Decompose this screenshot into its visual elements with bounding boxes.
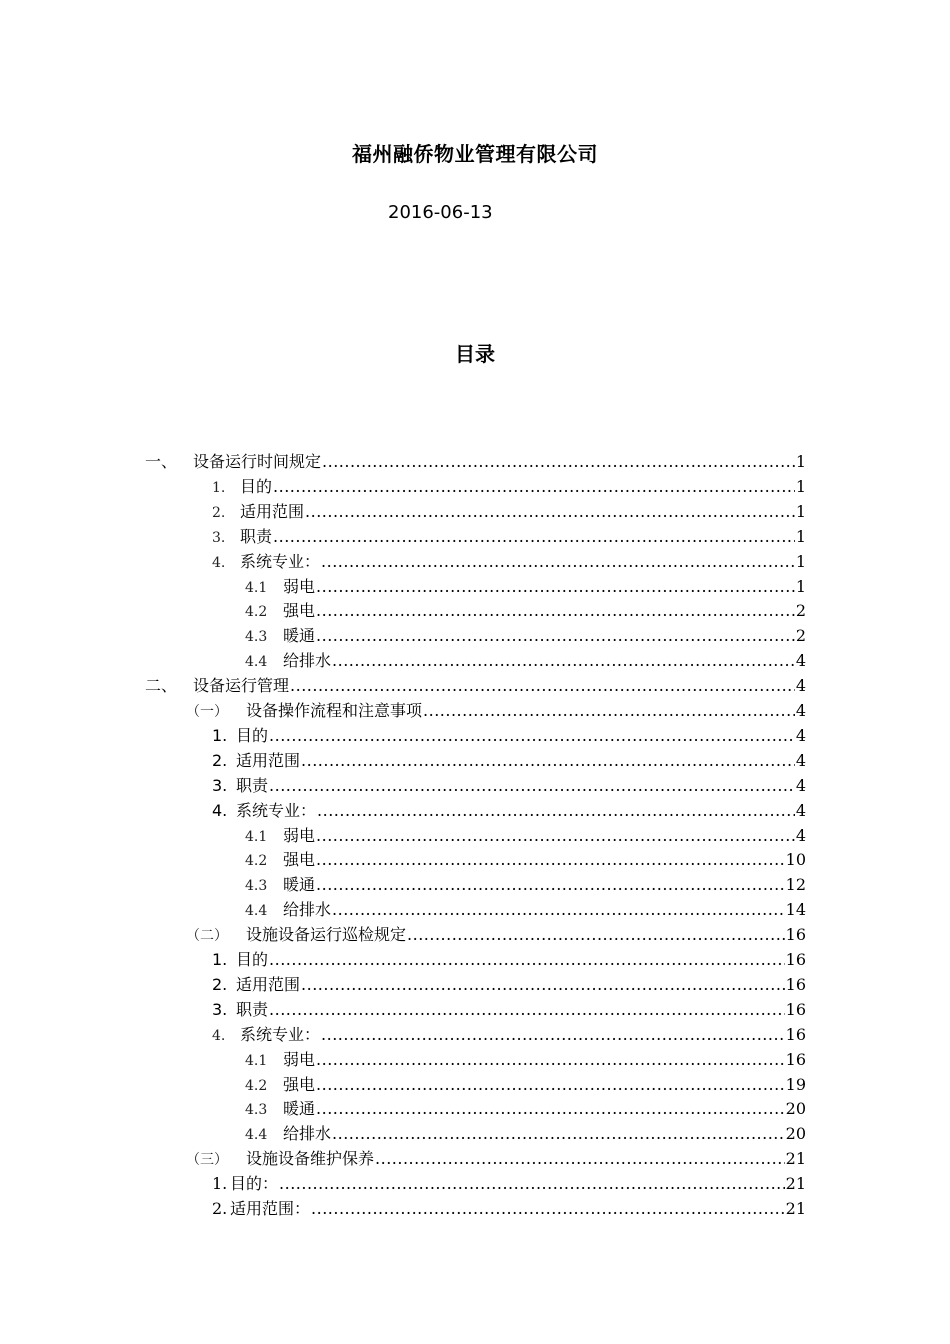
- toc-entry[interactable]: [212, 748, 806, 773]
- toc-dot-leader: [321, 549, 795, 574]
- toc-entry[interactable]: [186, 922, 806, 947]
- toc-entry-number: 4.3: [245, 629, 268, 646]
- toc-entry-title: 适用范围: [236, 974, 301, 994]
- toc-entry-title: 职责: [240, 526, 273, 546]
- toc-entry-title: 目的: [236, 950, 269, 969]
- toc-entry-title: 适用范围: [240, 501, 305, 521]
- toc-entry-title: 强电: [283, 850, 316, 870]
- toc-entry-page: 2: [795, 626, 806, 646]
- toc-entry-title: 弱电: [283, 576, 316, 596]
- toc-entry[interactable]: [212, 549, 806, 574]
- toc-dot-leader: [332, 1121, 785, 1146]
- toc-entry-number: 1.: [212, 1174, 228, 1194]
- toc-entry-number: 1.: [212, 950, 228, 969]
- toc-dot-leader: [316, 574, 795, 599]
- toc-entry-page: 4: [795, 725, 806, 745]
- toc-entry-title: 设备操作流程和注意事项: [246, 701, 423, 720]
- toc-entry-title: 适用范围: [236, 750, 301, 770]
- toc-entry-page: 1: [795, 526, 806, 546]
- toc-entry-page: 1: [795, 501, 806, 521]
- toc-entry-title: 适用范围：: [230, 1199, 311, 1218]
- toc-dot-leader: [279, 1171, 785, 1196]
- toc-entry-number: 3.: [212, 999, 228, 1019]
- toc-entry-title: 目的：: [230, 1174, 279, 1194]
- toc-entry-page: 1: [795, 576, 806, 596]
- toc-entry[interactable]: [212, 474, 806, 499]
- toc-entry-title: 暖通: [283, 1099, 316, 1119]
- toc-entry[interactable]: [212, 773, 806, 798]
- toc-entry-title: 职责: [236, 999, 269, 1019]
- toc-entry-number: 4.: [212, 800, 228, 820]
- toc-entry[interactable]: [212, 1022, 806, 1047]
- toc-entry-title: 系统专业：: [240, 1024, 321, 1044]
- toc-dot-leader: [332, 897, 785, 922]
- toc-entry-title: 目的: [240, 476, 273, 496]
- toc-dot-leader: [301, 748, 795, 773]
- toc-entry-title: 系统专业：: [236, 800, 317, 820]
- toc-entry-page: 12: [785, 875, 806, 895]
- toc-entry-page: 4: [795, 701, 806, 720]
- toc-heading: 目录: [455, 342, 495, 366]
- toc-dot-leader: [269, 723, 795, 748]
- toc-entry-number: 4.: [212, 1027, 226, 1044]
- toc-entry-title: 给排水: [283, 651, 332, 671]
- toc-dot-leader: [321, 1022, 785, 1047]
- toc-entry[interactable]: [245, 872, 806, 897]
- toc-entry-number: 3.: [212, 775, 228, 795]
- toc-dot-leader: [407, 922, 785, 947]
- toc-entry[interactable]: [245, 598, 806, 623]
- toc-dot-leader: [375, 1146, 785, 1171]
- toc-entry[interactable]: [212, 524, 806, 549]
- toc-dot-leader: [273, 524, 795, 549]
- toc-dot-leader: [311, 1196, 785, 1221]
- toc-dot-leader: [316, 598, 795, 623]
- toc-entry-title: 系统专业：: [240, 551, 321, 571]
- toc-dot-leader: [316, 1096, 785, 1121]
- toc-entry-page: 16: [785, 1024, 806, 1044]
- toc-entry-number: （二）: [186, 928, 228, 945]
- toc-entry-title: 给排水: [283, 900, 332, 920]
- toc-entry-page: 10: [785, 850, 806, 870]
- toc-entry-number: 1.: [212, 725, 228, 745]
- toc-entry-number: 2.: [212, 1199, 228, 1218]
- toc-entry-number: 4.: [212, 554, 226, 571]
- toc-dot-leader: [316, 1072, 785, 1097]
- toc-dot-leader: [269, 947, 785, 972]
- toc-entry-page: 21: [785, 1149, 806, 1169]
- toc-entry-page: 1: [795, 551, 806, 571]
- toc-entry[interactable]: [212, 798, 806, 823]
- toc-entry-page: 16: [785, 999, 806, 1019]
- toc-entry-title: 设备运行管理: [193, 676, 290, 696]
- toc-entry-number: 4.2: [245, 853, 268, 870]
- toc-entry[interactable]: [245, 897, 806, 922]
- toc-entry-page: 1: [795, 476, 806, 496]
- toc-entry-page: 2: [795, 601, 806, 621]
- toc-entry-page: 16: [785, 925, 806, 945]
- toc-entry[interactable]: [245, 847, 806, 872]
- toc-dot-leader: [322, 449, 795, 474]
- toc-entry-title: 暖通: [283, 626, 316, 646]
- toc-dot-leader: [332, 648, 795, 673]
- toc-entry[interactable]: [212, 947, 806, 972]
- toc-entry-title: 弱电: [283, 825, 316, 845]
- toc-entry-number: 4.4: [245, 903, 268, 920]
- toc-entry-page: 19: [785, 1074, 806, 1094]
- toc-entry-title: 暖通: [283, 875, 316, 895]
- toc-entry[interactable]: [245, 823, 806, 848]
- toc-entry-page: 4: [795, 825, 806, 845]
- toc-dot-leader: [316, 872, 785, 897]
- toc-entry[interactable]: [212, 972, 806, 997]
- toc-dot-leader: [269, 997, 785, 1022]
- toc-entry-number: 1.: [212, 479, 226, 496]
- toc-entry[interactable]: [245, 1121, 806, 1146]
- toc-entry-page: 20: [785, 1124, 806, 1144]
- toc-entry-number: 4.1: [245, 579, 268, 596]
- toc-entry-page: 14: [785, 900, 806, 920]
- toc-entry-number: 4.4: [245, 654, 268, 671]
- toc-entry-number: 4.3: [245, 878, 268, 895]
- toc-entry-title: 给排水: [283, 1124, 332, 1144]
- toc-entry-page: 4: [795, 676, 806, 696]
- toc-entry-number: 4.2: [245, 1077, 268, 1094]
- toc-entry-number: （一）: [186, 704, 228, 720]
- toc-entry-title: 职责: [236, 775, 269, 795]
- toc-entry-page: 16: [785, 950, 806, 969]
- toc-entry[interactable]: [245, 1096, 806, 1121]
- toc-entry-page: 16: [785, 1049, 806, 1069]
- toc-dot-leader: [305, 499, 795, 524]
- toc-entry-number: 4.1: [245, 1052, 268, 1069]
- toc-entry-title: 弱电: [283, 1049, 316, 1069]
- toc-dot-leader: [269, 773, 795, 798]
- document-date: 2016-06-13: [388, 202, 493, 223]
- toc-entry-title: 设施设备维护保养: [246, 1149, 375, 1169]
- toc-entry-number: 4.3: [245, 1102, 268, 1119]
- toc-dot-leader: [290, 673, 795, 698]
- toc-entry-page: 21: [785, 1199, 806, 1218]
- toc-entry-title: 强电: [283, 1074, 316, 1094]
- toc-entry[interactable]: [245, 1072, 806, 1097]
- toc-entry-page: 1: [795, 452, 806, 471]
- toc-entry-page: 21: [785, 1174, 806, 1194]
- toc-entry[interactable]: [245, 623, 806, 648]
- toc-dot-leader: [301, 972, 785, 997]
- toc-entry-number: 4.1: [245, 828, 268, 845]
- toc-entry-page: 4: [795, 651, 806, 671]
- toc-entry[interactable]: [212, 723, 806, 748]
- toc-entry[interactable]: [145, 673, 806, 698]
- toc-entry[interactable]: [212, 997, 806, 1022]
- toc-entry[interactable]: [145, 449, 806, 474]
- toc-dot-leader: [317, 798, 795, 823]
- toc-dot-leader: [316, 847, 785, 872]
- toc-entry-number: （三）: [186, 1152, 228, 1169]
- toc-entry[interactable]: [186, 1146, 806, 1171]
- toc-entry[interactable]: [245, 574, 806, 599]
- toc-dot-leader: [273, 474, 795, 499]
- toc-entry-number: 4.2: [245, 604, 268, 621]
- toc-entry[interactable]: [245, 648, 806, 673]
- toc-entry-page: 4: [795, 800, 806, 820]
- toc-entry[interactable]: [212, 499, 806, 524]
- toc-entry-number: 2.: [212, 750, 228, 770]
- toc-entry[interactable]: [212, 1171, 806, 1196]
- toc-entry[interactable]: [186, 698, 806, 723]
- toc-entry-page: 4: [795, 775, 806, 795]
- toc-entry-number: 4.4: [245, 1127, 268, 1144]
- toc-entry-title: 目的: [236, 725, 269, 745]
- toc-entry-number: 2.: [212, 504, 226, 521]
- toc-entry-number: 3.: [212, 529, 226, 546]
- toc-entry-page: 16: [785, 974, 806, 994]
- toc-entry-page: 20: [785, 1099, 806, 1119]
- toc-entry-title: 设施设备运行巡检规定: [246, 925, 407, 945]
- toc-entry-number: 2.: [212, 974, 228, 994]
- toc-dot-leader: [316, 823, 795, 848]
- toc-entry-page: 4: [795, 750, 806, 770]
- toc-dot-leader: [423, 698, 795, 723]
- toc-entry[interactable]: [245, 1047, 806, 1072]
- company-title: 福州融侨物业管理有限公司: [352, 142, 598, 166]
- toc-entry-number: 二、: [145, 676, 178, 696]
- toc-entry-title: 设备运行时间规定: [193, 452, 322, 471]
- toc-entry[interactable]: [212, 1196, 806, 1221]
- toc-dot-leader: [316, 623, 795, 648]
- toc-entry-number: 一、: [145, 452, 178, 471]
- toc-entry-title: 强电: [283, 601, 316, 621]
- toc-dot-leader: [316, 1047, 785, 1072]
